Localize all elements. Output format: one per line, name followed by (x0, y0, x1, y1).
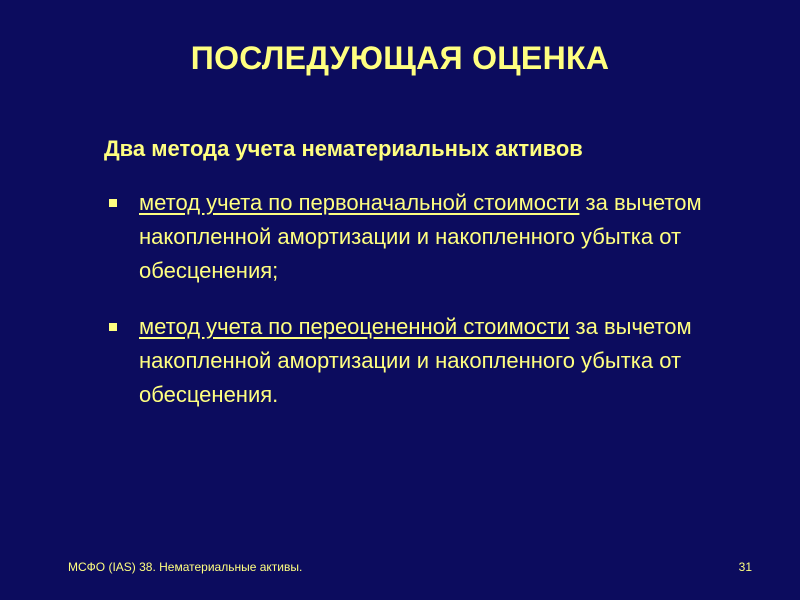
footer-text: МСФО (IAS) 38. Нематериальные активы. (68, 560, 303, 574)
slide-title: ПОСЛЕДУЮЩАЯ ОЦЕНКА (190, 40, 610, 76)
page-number: 31 (738, 560, 752, 574)
bullet-text: за вычетом накопленной амортизации и накопленного убытка от обесценения. (139, 314, 692, 407)
bullet-item (104, 310, 724, 412)
bullet-text: за вычетом накопленной амортизации и накопленного убытка от обесценения; (139, 190, 702, 283)
bullet-list (104, 186, 724, 434)
bullet-underlined-text: метод учета по переоцененной стоимости (139, 314, 570, 339)
bullet-item (104, 186, 724, 288)
slide-subtitle: Два метода учета нематериальных активов (104, 136, 583, 161)
bullet-underlined-text: метод учета по первоначальной стоимости (139, 190, 580, 215)
square-bullet-icon (109, 199, 117, 207)
square-bullet-icon (109, 323, 117, 331)
